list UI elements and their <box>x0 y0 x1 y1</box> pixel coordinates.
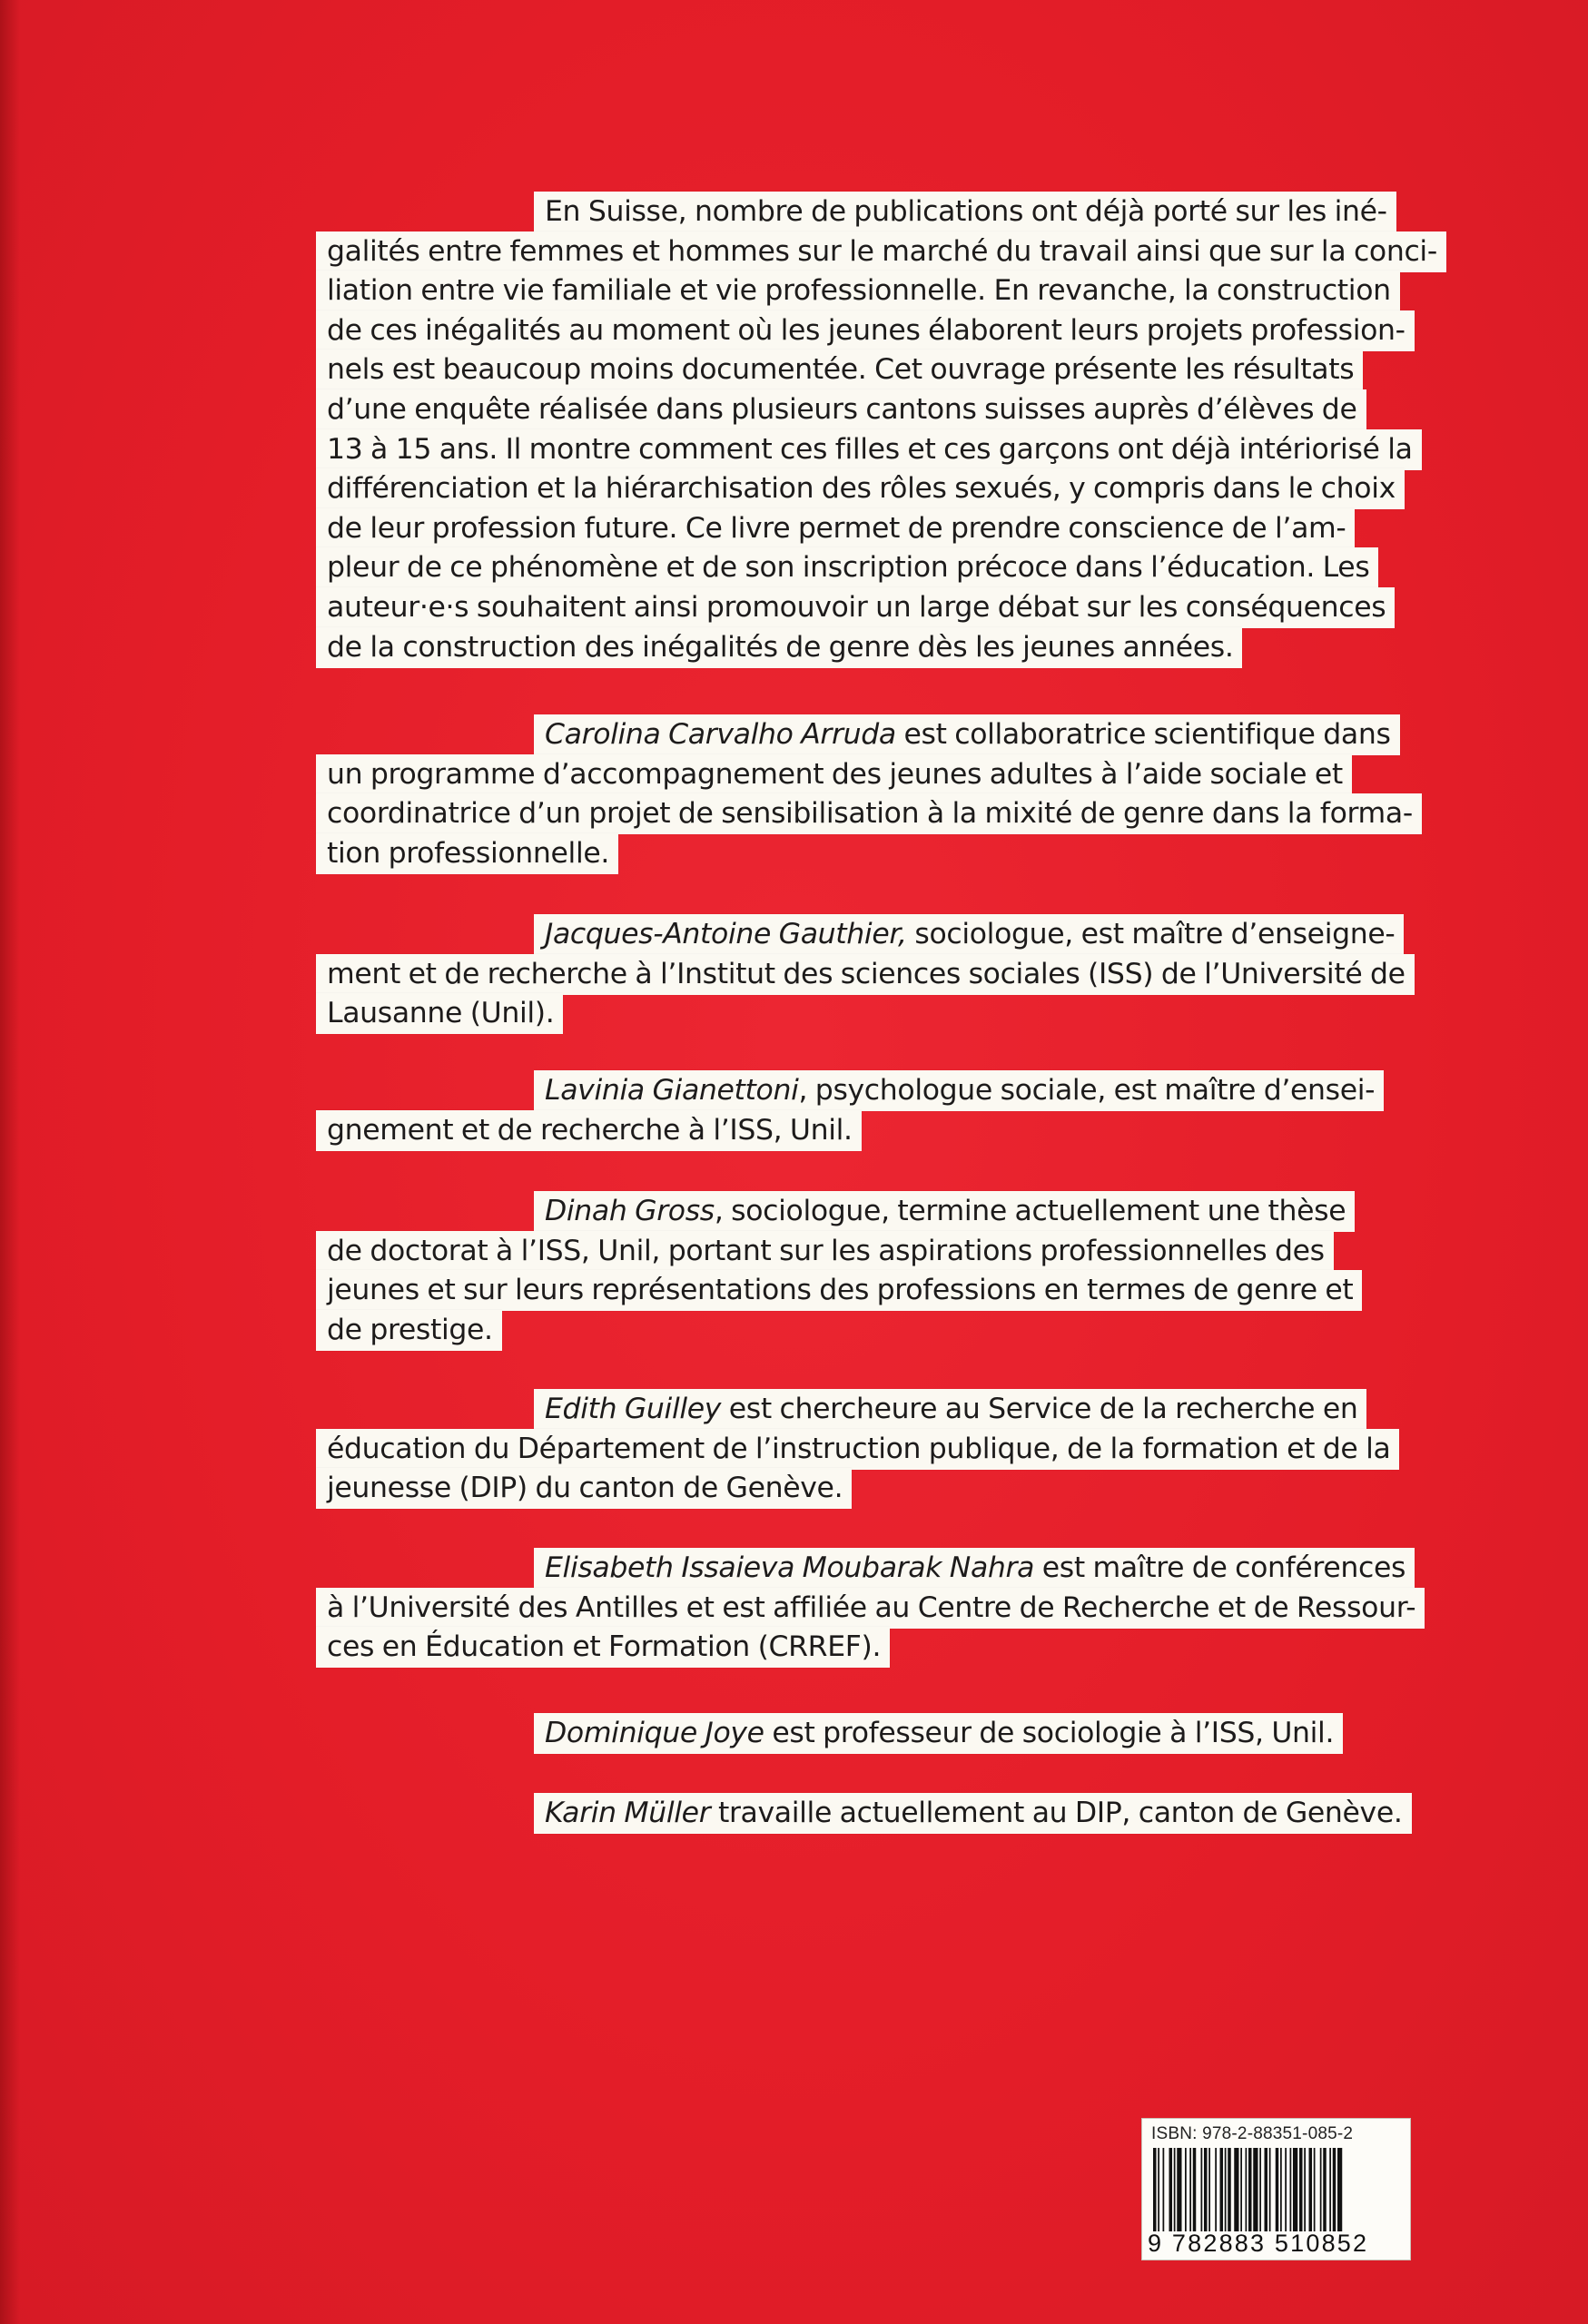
intro-line: liation entre vie familiale et vie professionnelle. En revanche, la construction <box>316 271 1400 311</box>
author-bio-gross: Dinah Gross, sociologue, termine actuellement une thèse de doctorat à l’ISS, Unil, portant sur les aspirations professionnelles des jeunes et sur leurs représentations des professions en termes de genre et de prestige. <box>316 1192 1406 1350</box>
barcode-bar <box>1329 2148 1331 2231</box>
barcode-bar <box>1163 2148 1165 2231</box>
barcode-bar <box>1290 2148 1292 2231</box>
barcode-bar <box>1253 2148 1258 2231</box>
barcode-bar <box>1259 2148 1261 2231</box>
barcode-bars <box>1153 2148 1400 2231</box>
author-bio-gauthier: Jacques-Antoine Gauthier, sociologue, est maître d’enseigne- ment et de recherche à l’Institut des sciences sociales (ISS) de l’Université de Lausanne (Unil). <box>316 915 1406 1034</box>
barcode-bar <box>1225 2148 1227 2231</box>
intro-line: nels est beaucoup moins documentée. Cet ouvrage présente les résultats <box>316 350 1363 390</box>
author-name: Dinah Gross <box>545 1195 715 1227</box>
barcode-bar <box>1304 2148 1306 2231</box>
barcode-bar <box>1337 2148 1342 2231</box>
author-bio-carvalho-arruda: Carolina Carvalho Arruda est collaboratrice scientifique dans un programme d’accompagnement des jeunes adultes à l’aide sociale et coordinatrice d’un projet de sensibilisation à la mixité de genre dans la forma- tion professionnelle. <box>316 715 1406 873</box>
barcode-bar <box>1158 2148 1159 2231</box>
intro-line: galités entre femmes et hommes sur le marché du travail ainsi que sur la conci- <box>316 231 1446 272</box>
author-bio-joye: Dominique Joye est professeur de sociologie à l’ISS, Unil. <box>316 1714 1406 1754</box>
barcode-bar <box>1299 2148 1303 2231</box>
author-name: Dominique Joye <box>545 1717 764 1749</box>
intro-line: différenciation et la hiérarchisation des rôles sexués, y compris dans le choix <box>316 468 1405 509</box>
barcode-bar <box>1189 2148 1191 2231</box>
barcode-bar <box>1285 2148 1287 2231</box>
barcode-bar <box>1280 2148 1282 2231</box>
barcode-bar <box>1215 2148 1217 2231</box>
barcode-bar <box>1276 2148 1279 2231</box>
author-name: Edith Guilley <box>545 1393 722 1425</box>
barcode-bar <box>1240 2148 1242 2231</box>
intro-line: En Suisse, nombre de publications ont déjà porté sur les iné- <box>534 192 1396 232</box>
intro-line: pleur de ce phénomène et de son inscription précoce dans l’éducation. Les <box>316 547 1378 588</box>
intro-line: de ces inégalités au moment où les jeunes élaborent leurs projets profession- <box>316 310 1415 351</box>
barcode-bar <box>1220 2148 1224 2231</box>
author-name: Karin Müller <box>545 1797 711 1829</box>
barcode-bar <box>1265 2148 1268 2231</box>
spine-shadow <box>0 0 20 2324</box>
barcode-bar <box>1153 2148 1157 2231</box>
barcode-bar <box>1333 2148 1336 2231</box>
barcode-bar <box>1314 2148 1316 2231</box>
barcode-bar <box>1309 2148 1313 2231</box>
author-bio-gianettoni: Lavinia Gianettoni, psychologue sociale, est maître d’ensei- gnement et de recherche à l’ISS, Unil. <box>316 1071 1406 1150</box>
barcode-bar <box>1228 2148 1231 2231</box>
barcode-bar <box>1269 2148 1271 2231</box>
barcode-bar <box>1177 2148 1181 2231</box>
author-name: Lavinia Gianettoni <box>545 1074 799 1107</box>
barcode-bar <box>1204 2148 1208 2231</box>
barcode-bar <box>1201 2148 1203 2231</box>
barcode-bar <box>1323 2148 1327 2231</box>
isbn-barcode <box>1141 2118 1411 2260</box>
barcode-bar <box>1234 2148 1238 2231</box>
barcode-bar <box>1208 2148 1210 2231</box>
author-name: Elisabeth Issaieva Moubarak Nahra <box>545 1551 1035 1584</box>
intro-line: de leur profession future. Ce livre permet de prendre conscience de l’am- <box>316 508 1355 549</box>
barcode-bar <box>1293 2148 1297 2231</box>
intro-line: d’une enquête réalisée dans plusieurs cantons suisses auprès d’élèves de <box>316 389 1366 430</box>
barcode-bar <box>1174 2148 1176 2231</box>
intro-line: de la construction des inégalités de genre dès les jeunes années. <box>316 627 1242 668</box>
intro-line: 13 à 15 ans. Il montre comment ces filles et ces garçons ont déjà intériorisé la <box>316 429 1422 470</box>
barcode-bar <box>1169 2148 1173 2231</box>
author-bio-issaieva-moubarak-nahra: Elisabeth Issaieva Moubarak Nahra est maître de conférences à l’Université des Antilles et est affiliée au Centre de Recherche et de Ressour- ces en Éducation et Formation (CRREF). <box>316 1549 1406 1668</box>
barcode-bar <box>1185 2148 1187 2231</box>
author-name: Jacques-Antoine Gauthier, <box>545 918 907 950</box>
intro-line: auteur·e·s souhaitent ainsi promouvoir un large débat sur les conséquences <box>316 587 1395 628</box>
intro-paragraph <box>316 192 1437 667</box>
barcode-bar <box>1248 2148 1252 2231</box>
author-bio-mueller: Karin Müller travaille actuellement au DIP, canton de Genève. <box>316 1794 1406 1834</box>
barcode-digits: 9 782883 510852 <box>1148 2230 1369 2257</box>
isbn-label: ISBN: 978-2-88351-085-2 <box>1151 2124 1354 2143</box>
author-name: Carolina Carvalho Arruda <box>545 718 896 751</box>
barcode-bar <box>1320 2148 1322 2231</box>
barcode-bar <box>1246 2148 1248 2231</box>
author-bio-guilley: Edith Guilley est chercheure au Service de la recherche en éducation du Département de l’instruction publique, de la formation et de la jeunesse (DIP) du canton de Genève. <box>316 1390 1406 1509</box>
barcode-bar <box>1193 2148 1197 2231</box>
